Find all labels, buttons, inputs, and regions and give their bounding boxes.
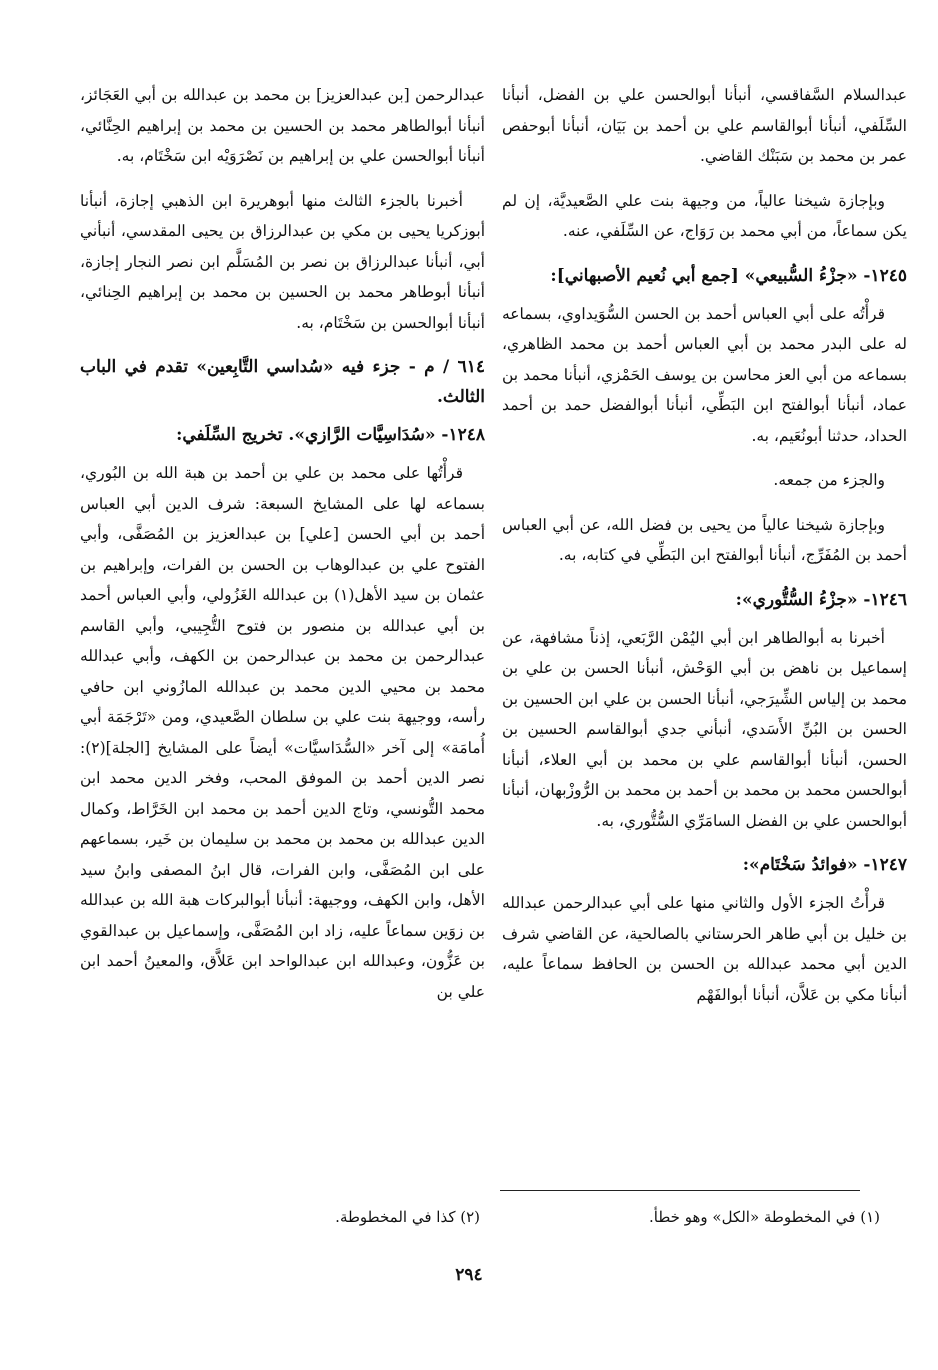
footnote-1: (١) في المخطوطة «الكل» وهو خطأ. [649, 1208, 880, 1226]
paragraph: والجزء من جمعه. [773, 471, 885, 489]
paragraph: عبدالرحمن [بن عبدالعزيز] بن محمد بن عبدالله بن أبي العَجَائز، أنبأنا أبوالطاهر محمد بن الحسين بن محمد بن إبراهيم الحِنَّائي، أنبأنا أبوالحسن علي بن إبراهيم بن نَصْرَوَيْه ابن سَخْتَام، به. [80, 86, 485, 165]
footnote-separator [500, 1190, 860, 1191]
footnote-2: (٢) كذا في المخطوطة. [335, 1208, 480, 1226]
paragraph: أخبرنا بالجزء الثالث منها أبوهريرة ابن الذهبي إجازة، أنبأنا أبوزكريا يحيى بن مكي بن عبدالرزاق بن يحيى المقدسي، أنبأني أبي، أنبأنا عبدالرزاق بن نصر بن المُسَلَّم ابن نصر النجار إجازة، أنبأنا أبوطاهر محمد بن الحسين بن محمد بن إبراهيم الحِنائي، أنبأنا أبوالحسن بن سَخْتَام، به. [80, 191, 485, 332]
entry-heading: ١٢٤٦- «جزْءُ السُّتُّوري»: [735, 589, 907, 610]
entry-heading: ١٢٤٥- «جزْءُ السُّبيعي» [جمع أبي نُعيم الأصبهاني]: [550, 265, 907, 286]
entry-heading: ٦١٤ / م - جزء فيه «سُداسي التَّابِعين» تقدم في الباب الثالث. [80, 357, 485, 407]
entry-heading: ١٢٤٨- «سُدَاسِيَّات الرَّازي». تخريج السِّلَفي: [176, 425, 485, 445]
left-text-column [80, 80, 485, 1021]
page-number: ٢٩٤ [455, 1265, 483, 1285]
paragraph: قرأْتُ الجزء الأول والثاني منها على أبي عبدالرحمن عبدالله بن خليل بن أبي طاهر الحرستاني بالصالحية، عن القاضي شرف الدين أبي محمد عبدالله بن الحسن بن الحافظ سماعاً عليه، أنبأنا مكي بن عَلاَّن، أنبأنا أبوالفَهْم [502, 894, 907, 1004]
paragraph: قرأْتُه على أبي العباس أحمد بن الحسن السُّوَيداوي، بسماعه له على البدر محمد بن أبي العباس أحمد بن محمد الظاهري، بسماعه من أبي العز محاسن بن يوسف الحَمْزي، أنبأنا محمد بن عماد، أنبأنا أبوالفتح ابن البَطِّي، أنبأنا أبوالفضل حمد بن أحمد الحداد، حدثنا أبونُعَيم، به. [502, 304, 907, 445]
paragraph: وبإجازة شيخنا عالياً، من وجيهة بنت علي الصَّعيديَّة، إن لم يكن سماعاً، من أبي محمد بن رَوَاج، عن السِّلَفي، عنه. [502, 191, 907, 240]
paragraph: أخبرنا به أبوالطاهر ابن أبي اليُمْن الرَّبَعي، إذناً مشافهة، عن إسماعيل بن ناهض بن أبي الوَحْش، أنبأنا الحسن بن علي بن محمد بن إلياس الشِّيرَجي، أنبأنا الحسن بن علي ابن الحسين بن الحسن بن البُنِّ الأَسَدي، أنبأني جدي أبوالقاسم الحسين بن الحسن، أنبأنا أبوالقاسم علي بن محمد بن أبي العلاء، أنبأنا أبوالحسن محمد بن محمد بن أحمد بن محمد بن الرُّوزْبهان، أنبأنا أبوالحسن علي بن الفضل السامَرِّي السُّتُّوري، به. [502, 628, 907, 830]
paragraph: عبدالسلام السَّفاقسي، أنبأنا أبوالحسن علي بن الفضل، أنبأنا السِّلَفي، أنبأنا أبوالقاسم علي بن أحمد بن بَيَان، أنبأنا أبوحفص عمر بن محمد بن سَبَنْك القاضي. [502, 86, 907, 165]
right-text-column [502, 80, 907, 1024]
entry-heading: ١٢٤٧- «فوائدُ سَخْتَام»: [742, 855, 907, 875]
paragraph: وبإجازة شيخنا عالياً من يحيى بن فضل الله، عن أبي العباس أحمد بن المُفَرِّج، أنبأنا أبوالفتح ابن البَطِّي في كتابه، به. [502, 515, 907, 564]
paragraph: قرأْتُها على محمد بن علي بن أحمد بن هبة الله بن البُوري، بسماعه لها على المشايخ السبعة: شرف الدين أبي العباس أحمد بن أبي الحسن [علي] بن عبدالعزيز بن المُصَفَّى، وأبي الفتوح علي بن عبدالوهاب بن الحسن بن الفرات، وإبراهيم بن عثمان بن سيد الأهل(١) بن عبدالله الغَزُولي، وأبي العباس أحمد بن أبي عبدالله بن منصور بن فتوح التُّجِيبي، وأبي القاسم عبدالرحمن بن محمد بن عبدالرحمن بن الكهف، وأبي عبدالله محمد بن محيي الدين محمد بن عبدالله المازُوني ابن حافي رأسه، ووجيهة بنت علي بن سلطان الصَّعيدي، ومن «تَرْجَمَة أبي أُمامَة» إلى آخر «السُّدَاسيَّات» أيضاً على المشايخ [الجلة](٢): نصر الدين أحمد بن الموفق المحب، وفخر الدين محمد ابن محمد التُّونسي، وتاج الدين أحمد بن محمد ابن الخَرَّاط، وكمال الدين عبدالله بن محمد بن محمد بن سليمان بن خَير، بسماعهم على ابن المُصَفَّى، وابن الفرات، قال ابنُ المصفى وابنُ سيد الأهل، وابن الكهف، ووجيهة: أنبأنا أبوالبركات هبة الله بن عبدالله بن زوَين سماعاً عليه، زاد ابن المُصَفَّى، وإسماعيل بن عبدالقوي بن عَزُّون، وعبدالله ابن عبدالواحد ابن عَلاَّق، والمعينُ أحمد ابن علي بن [80, 464, 486, 1001]
